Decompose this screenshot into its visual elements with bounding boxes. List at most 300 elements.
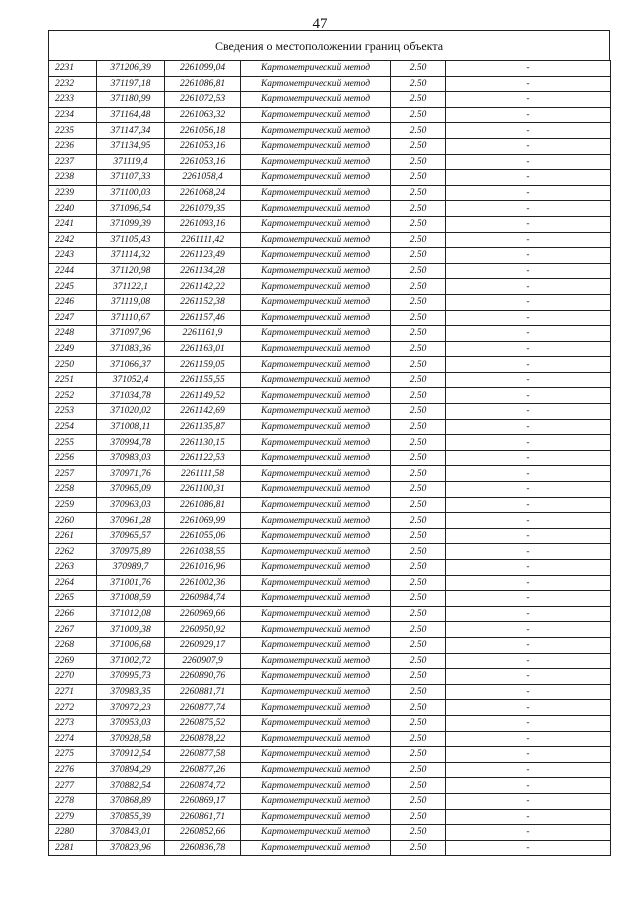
y-coordinate-cell: 2261134,28: [165, 263, 241, 279]
table-row: [49, 341, 611, 357]
method-cell: Картометрический метод: [241, 622, 391, 638]
description-cell: -: [446, 544, 611, 560]
table-row: [49, 372, 611, 388]
table-row: [49, 435, 611, 451]
point-number-cell: 2261: [49, 528, 97, 544]
accuracy-cell: 2.50: [391, 700, 446, 716]
method-cell: Картометрический метод: [241, 404, 391, 420]
description-cell: -: [446, 76, 611, 92]
x-coordinate-cell: 371099,39: [97, 216, 165, 232]
accuracy-cell: 2.50: [391, 669, 446, 685]
accuracy-cell: 2.50: [391, 248, 446, 264]
point-number-cell: 2252: [49, 388, 97, 404]
method-cell: Картометрический метод: [241, 435, 391, 451]
y-coordinate-cell: 2260984,74: [165, 591, 241, 607]
point-number-cell: 2255: [49, 435, 97, 451]
y-coordinate-cell: 2261130,15: [165, 435, 241, 451]
x-coordinate-cell: 371066,37: [97, 357, 165, 373]
point-number-cell: 2258: [49, 482, 97, 498]
x-coordinate-cell: 371006,68: [97, 637, 165, 653]
method-cell: Картометрический метод: [241, 575, 391, 591]
description-cell: -: [446, 840, 611, 856]
x-coordinate-cell: 371206,39: [97, 61, 165, 77]
accuracy-cell: 2.50: [391, 326, 446, 342]
y-coordinate-cell: 2261159,05: [165, 357, 241, 373]
point-number-cell: 2243: [49, 248, 97, 264]
point-number-cell: 2240: [49, 201, 97, 217]
table-row: [49, 637, 611, 653]
x-coordinate-cell: 370868,89: [97, 793, 165, 809]
accuracy-cell: 2.50: [391, 482, 446, 498]
table-row: [49, 497, 611, 513]
point-number-cell: 2281: [49, 840, 97, 856]
description-cell: -: [446, 762, 611, 778]
x-coordinate-cell: 370989,7: [97, 560, 165, 576]
point-number-cell: 2253: [49, 404, 97, 420]
point-number-cell: 2239: [49, 185, 97, 201]
accuracy-cell: 2.50: [391, 560, 446, 576]
accuracy-cell: 2.50: [391, 653, 446, 669]
description-cell: -: [446, 357, 611, 373]
method-cell: Картометрический метод: [241, 840, 391, 856]
x-coordinate-cell: 370994,78: [97, 435, 165, 451]
point-number-cell: 2235: [49, 123, 97, 139]
description-cell: -: [446, 341, 611, 357]
x-coordinate-cell: 370894,29: [97, 762, 165, 778]
page-number: 47: [312, 16, 328, 32]
method-cell: Картометрический метод: [241, 637, 391, 653]
x-coordinate-cell: 371110,67: [97, 310, 165, 326]
accuracy-cell: 2.50: [391, 684, 446, 700]
description-cell: -: [446, 575, 611, 591]
accuracy-cell: 2.50: [391, 170, 446, 186]
table-row: [49, 294, 611, 310]
point-number-cell: 2267: [49, 622, 97, 638]
point-number-cell: 2272: [49, 700, 97, 716]
x-coordinate-cell: 371008,59: [97, 591, 165, 607]
y-coordinate-cell: 2261053,16: [165, 154, 241, 170]
y-coordinate-cell: 2261099,04: [165, 61, 241, 77]
y-coordinate-cell: 2261053,16: [165, 138, 241, 154]
method-cell: Картометрический метод: [241, 76, 391, 92]
x-coordinate-cell: 370953,03: [97, 715, 165, 731]
method-cell: Картометрический метод: [241, 216, 391, 232]
point-number-cell: 2244: [49, 263, 97, 279]
method-cell: Картометрический метод: [241, 372, 391, 388]
point-number-cell: 2257: [49, 466, 97, 482]
table-row: [49, 404, 611, 420]
point-number-cell: 2279: [49, 809, 97, 825]
method-cell: Картометрический метод: [241, 715, 391, 731]
table-row: [49, 232, 611, 248]
description-cell: -: [446, 606, 611, 622]
x-coordinate-cell: 371001,76: [97, 575, 165, 591]
accuracy-cell: 2.50: [391, 513, 446, 529]
method-cell: Картометрический метод: [241, 669, 391, 685]
x-coordinate-cell: 370972,23: [97, 700, 165, 716]
description-cell: -: [446, 201, 611, 217]
point-number-cell: 2233: [49, 92, 97, 108]
point-number-cell: 2256: [49, 450, 97, 466]
accuracy-cell: 2.50: [391, 294, 446, 310]
table-row: [49, 606, 611, 622]
description-cell: -: [446, 809, 611, 825]
accuracy-cell: 2.50: [391, 341, 446, 357]
description-cell: -: [446, 279, 611, 295]
table-row: [49, 123, 611, 139]
table-row: [49, 248, 611, 264]
x-coordinate-cell: 370882,54: [97, 778, 165, 794]
point-number-cell: 2278: [49, 793, 97, 809]
method-cell: Картометрический метод: [241, 497, 391, 513]
description-cell: -: [446, 497, 611, 513]
x-coordinate-cell: 370983,03: [97, 450, 165, 466]
method-cell: Картометрический метод: [241, 388, 391, 404]
method-cell: Картометрический метод: [241, 154, 391, 170]
table-row: [49, 185, 611, 201]
method-cell: Картометрический метод: [241, 466, 391, 482]
description-cell: -: [446, 404, 611, 420]
accuracy-cell: 2.50: [391, 216, 446, 232]
x-coordinate-cell: 371122,1: [97, 279, 165, 295]
description-cell: -: [446, 372, 611, 388]
y-coordinate-cell: 2261063,32: [165, 107, 241, 123]
accuracy-cell: 2.50: [391, 357, 446, 373]
method-cell: Картометрический метод: [241, 809, 391, 825]
x-coordinate-cell: 371134,95: [97, 138, 165, 154]
point-number-cell: 2268: [49, 637, 97, 653]
table-row: [49, 61, 611, 77]
point-number-cell: 2273: [49, 715, 97, 731]
y-coordinate-cell: 2261111,42: [165, 232, 241, 248]
method-cell: Картометрический метод: [241, 170, 391, 186]
y-coordinate-cell: 2261142,69: [165, 404, 241, 420]
x-coordinate-cell: 370971,76: [97, 466, 165, 482]
accuracy-cell: 2.50: [391, 731, 446, 747]
point-number-cell: 2234: [49, 107, 97, 123]
description-cell: -: [446, 715, 611, 731]
y-coordinate-cell: 2260890,76: [165, 669, 241, 685]
y-coordinate-cell: 2260969,66: [165, 606, 241, 622]
point-number-cell: 2242: [49, 232, 97, 248]
y-coordinate-cell: 2261149,52: [165, 388, 241, 404]
point-number-cell: 2263: [49, 560, 97, 576]
point-number-cell: 2241: [49, 216, 97, 232]
y-coordinate-cell: 2261111,58: [165, 466, 241, 482]
accuracy-cell: 2.50: [391, 435, 446, 451]
description-cell: -: [446, 778, 611, 794]
description-cell: -: [446, 138, 611, 154]
accuracy-cell: 2.50: [391, 793, 446, 809]
y-coordinate-cell: 2261016,96: [165, 560, 241, 576]
x-coordinate-cell: 371120,98: [97, 263, 165, 279]
accuracy-cell: 2.50: [391, 61, 446, 77]
y-coordinate-cell: 2261163,01: [165, 341, 241, 357]
accuracy-cell: 2.50: [391, 778, 446, 794]
description-cell: -: [446, 294, 611, 310]
table-row: [49, 591, 611, 607]
table-row: [49, 107, 611, 123]
y-coordinate-cell: 2261072,53: [165, 92, 241, 108]
y-coordinate-cell: 2261135,87: [165, 419, 241, 435]
point-number-cell: 2251: [49, 372, 97, 388]
description-cell: -: [446, 482, 611, 498]
accuracy-cell: 2.50: [391, 747, 446, 763]
description-cell: -: [446, 170, 611, 186]
table-row: [49, 669, 611, 685]
table-row: [49, 450, 611, 466]
accuracy-cell: 2.50: [391, 372, 446, 388]
method-cell: Картометрический метод: [241, 560, 391, 576]
accuracy-cell: 2.50: [391, 622, 446, 638]
y-coordinate-cell: 2260878,22: [165, 731, 241, 747]
y-coordinate-cell: 2260852,66: [165, 825, 241, 841]
y-coordinate-cell: 2261161,9: [165, 326, 241, 342]
x-coordinate-cell: 371180,99: [97, 92, 165, 108]
description-cell: -: [446, 513, 611, 529]
method-cell: Картометрический метод: [241, 747, 391, 763]
accuracy-cell: 2.50: [391, 263, 446, 279]
description-cell: -: [446, 622, 611, 638]
x-coordinate-cell: 371052,4: [97, 372, 165, 388]
accuracy-cell: 2.50: [391, 809, 446, 825]
y-coordinate-cell: 2261055,06: [165, 528, 241, 544]
table-row: [49, 778, 611, 794]
method-cell: Картометрический метод: [241, 248, 391, 264]
description-cell: -: [446, 747, 611, 763]
x-coordinate-cell: 370823,96: [97, 840, 165, 856]
point-number-cell: 2247: [49, 310, 97, 326]
x-coordinate-cell: 371100,03: [97, 185, 165, 201]
x-coordinate-cell: 371009,38: [97, 622, 165, 638]
table-row: [49, 544, 611, 560]
accuracy-cell: 2.50: [391, 419, 446, 435]
table-row: [49, 560, 611, 576]
method-cell: Картометрический метод: [241, 419, 391, 435]
point-number-cell: 2232: [49, 76, 97, 92]
table-row: [49, 528, 611, 544]
point-number-cell: 2269: [49, 653, 97, 669]
method-cell: Картометрический метод: [241, 684, 391, 700]
method-cell: Картометрический метод: [241, 341, 391, 357]
table-row: [49, 793, 611, 809]
y-coordinate-cell: 2260907,9: [165, 653, 241, 669]
x-coordinate-cell: 370843,01: [97, 825, 165, 841]
description-cell: -: [446, 232, 611, 248]
description-cell: -: [446, 419, 611, 435]
method-cell: Картометрический метод: [241, 201, 391, 217]
y-coordinate-cell: 2260874,72: [165, 778, 241, 794]
method-cell: Картометрический метод: [241, 653, 391, 669]
x-coordinate-cell: 371147,34: [97, 123, 165, 139]
description-cell: -: [446, 637, 611, 653]
y-coordinate-cell: 2261058,4: [165, 170, 241, 186]
x-coordinate-cell: 370912,54: [97, 747, 165, 763]
accuracy-cell: 2.50: [391, 840, 446, 856]
accuracy-cell: 2.50: [391, 310, 446, 326]
boundary-points-table: [48, 60, 611, 856]
x-coordinate-cell: 371034,78: [97, 388, 165, 404]
accuracy-cell: 2.50: [391, 138, 446, 154]
accuracy-cell: 2.50: [391, 825, 446, 841]
point-number-cell: 2259: [49, 497, 97, 513]
description-cell: -: [446, 684, 611, 700]
table-row: [49, 92, 611, 108]
y-coordinate-cell: 2261069,99: [165, 513, 241, 529]
accuracy-cell: 2.50: [391, 185, 446, 201]
table-row: [49, 310, 611, 326]
point-number-cell: 2260: [49, 513, 97, 529]
point-number-cell: 2274: [49, 731, 97, 747]
method-cell: Картометрический метод: [241, 123, 391, 139]
y-coordinate-cell: 2261093,16: [165, 216, 241, 232]
x-coordinate-cell: 370995,73: [97, 669, 165, 685]
method-cell: Картометрический метод: [241, 825, 391, 841]
description-cell: -: [446, 92, 611, 108]
table-row: [49, 170, 611, 186]
table-row: [49, 466, 611, 482]
y-coordinate-cell: 2261068,24: [165, 185, 241, 201]
x-coordinate-cell: 370965,57: [97, 528, 165, 544]
table-row: [49, 715, 611, 731]
x-coordinate-cell: 370965,09: [97, 482, 165, 498]
accuracy-cell: 2.50: [391, 232, 446, 248]
point-number-cell: 2275: [49, 747, 97, 763]
x-coordinate-cell: 370975,89: [97, 544, 165, 560]
x-coordinate-cell: 371012,08: [97, 606, 165, 622]
description-cell: -: [446, 653, 611, 669]
accuracy-cell: 2.50: [391, 591, 446, 607]
point-number-cell: 2276: [49, 762, 97, 778]
description-cell: -: [446, 388, 611, 404]
description-cell: -: [446, 669, 611, 685]
x-coordinate-cell: 371097,96: [97, 326, 165, 342]
method-cell: Картометрический метод: [241, 310, 391, 326]
point-number-cell: 2245: [49, 279, 97, 295]
y-coordinate-cell: 2261086,81: [165, 497, 241, 513]
y-coordinate-cell: 2260881,71: [165, 684, 241, 700]
accuracy-cell: 2.50: [391, 528, 446, 544]
x-coordinate-cell: 370961,28: [97, 513, 165, 529]
description-cell: -: [446, 263, 611, 279]
method-cell: Картометрический метод: [241, 232, 391, 248]
description-cell: -: [446, 185, 611, 201]
method-cell: Картометрический метод: [241, 92, 391, 108]
accuracy-cell: 2.50: [391, 76, 446, 92]
x-coordinate-cell: 370963,03: [97, 497, 165, 513]
description-cell: -: [446, 107, 611, 123]
table-row: [49, 731, 611, 747]
x-coordinate-cell: 371164,48: [97, 107, 165, 123]
y-coordinate-cell: 2261056,18: [165, 123, 241, 139]
x-coordinate-cell: 371096,54: [97, 201, 165, 217]
table-row: [49, 825, 611, 841]
table-row: [49, 809, 611, 825]
point-number-cell: 2262: [49, 544, 97, 560]
accuracy-cell: 2.50: [391, 715, 446, 731]
point-number-cell: 2236: [49, 138, 97, 154]
point-number-cell: 2270: [49, 669, 97, 685]
table-row: [49, 201, 611, 217]
method-cell: Картометрический метод: [241, 263, 391, 279]
table-row: [49, 482, 611, 498]
description-cell: -: [446, 793, 611, 809]
y-coordinate-cell: 2261038,55: [165, 544, 241, 560]
boundary-table-sheet: [48, 30, 610, 856]
accuracy-cell: 2.50: [391, 107, 446, 123]
method-cell: Картометрический метод: [241, 793, 391, 809]
accuracy-cell: 2.50: [391, 762, 446, 778]
accuracy-cell: 2.50: [391, 154, 446, 170]
table-row: [49, 76, 611, 92]
x-coordinate-cell: 371107,33: [97, 170, 165, 186]
x-coordinate-cell: 371114,32: [97, 248, 165, 264]
point-number-cell: 2277: [49, 778, 97, 794]
y-coordinate-cell: 2260877,58: [165, 747, 241, 763]
table-row: [49, 154, 611, 170]
x-coordinate-cell: 371002,72: [97, 653, 165, 669]
table-row: [49, 138, 611, 154]
y-coordinate-cell: 2261100,31: [165, 482, 241, 498]
method-cell: Картометрический метод: [241, 544, 391, 560]
accuracy-cell: 2.50: [391, 637, 446, 653]
x-coordinate-cell: 370928,58: [97, 731, 165, 747]
y-coordinate-cell: 2260875,52: [165, 715, 241, 731]
table-row: [49, 326, 611, 342]
accuracy-cell: 2.50: [391, 388, 446, 404]
accuracy-cell: 2.50: [391, 92, 446, 108]
y-coordinate-cell: 2260877,74: [165, 700, 241, 716]
y-coordinate-cell: 2261152,38: [165, 294, 241, 310]
method-cell: Картометрический метод: [241, 279, 391, 295]
point-number-cell: 2280: [49, 825, 97, 841]
description-cell: -: [446, 560, 611, 576]
x-coordinate-cell: 371119,4: [97, 154, 165, 170]
description-cell: -: [446, 825, 611, 841]
description-cell: -: [446, 466, 611, 482]
description-cell: -: [446, 326, 611, 342]
point-number-cell: 2231: [49, 61, 97, 77]
x-coordinate-cell: 370855,39: [97, 809, 165, 825]
y-coordinate-cell: 2261122,53: [165, 450, 241, 466]
method-cell: Картометрический метод: [241, 450, 391, 466]
table-title: Сведения о местоположении границ объекта: [48, 30, 610, 60]
point-number-cell: 2238: [49, 170, 97, 186]
x-coordinate-cell: 370983,35: [97, 684, 165, 700]
description-cell: -: [446, 216, 611, 232]
description-cell: -: [446, 528, 611, 544]
accuracy-cell: 2.50: [391, 606, 446, 622]
point-number-cell: 2265: [49, 591, 97, 607]
accuracy-cell: 2.50: [391, 466, 446, 482]
y-coordinate-cell: 2260869,17: [165, 793, 241, 809]
point-number-cell: 2237: [49, 154, 97, 170]
method-cell: Картометрический метод: [241, 326, 391, 342]
y-coordinate-cell: 2261155,55: [165, 372, 241, 388]
table-row: [49, 263, 611, 279]
method-cell: Картометрический метод: [241, 138, 391, 154]
accuracy-cell: 2.50: [391, 201, 446, 217]
x-coordinate-cell: 371119,08: [97, 294, 165, 310]
description-cell: -: [446, 450, 611, 466]
description-cell: -: [446, 310, 611, 326]
method-cell: Картометрический метод: [241, 513, 391, 529]
method-cell: Картометрический метод: [241, 482, 391, 498]
table-row: [49, 388, 611, 404]
table-body: [49, 61, 611, 856]
y-coordinate-cell: 2261079,35: [165, 201, 241, 217]
y-coordinate-cell: 2260861,71: [165, 809, 241, 825]
